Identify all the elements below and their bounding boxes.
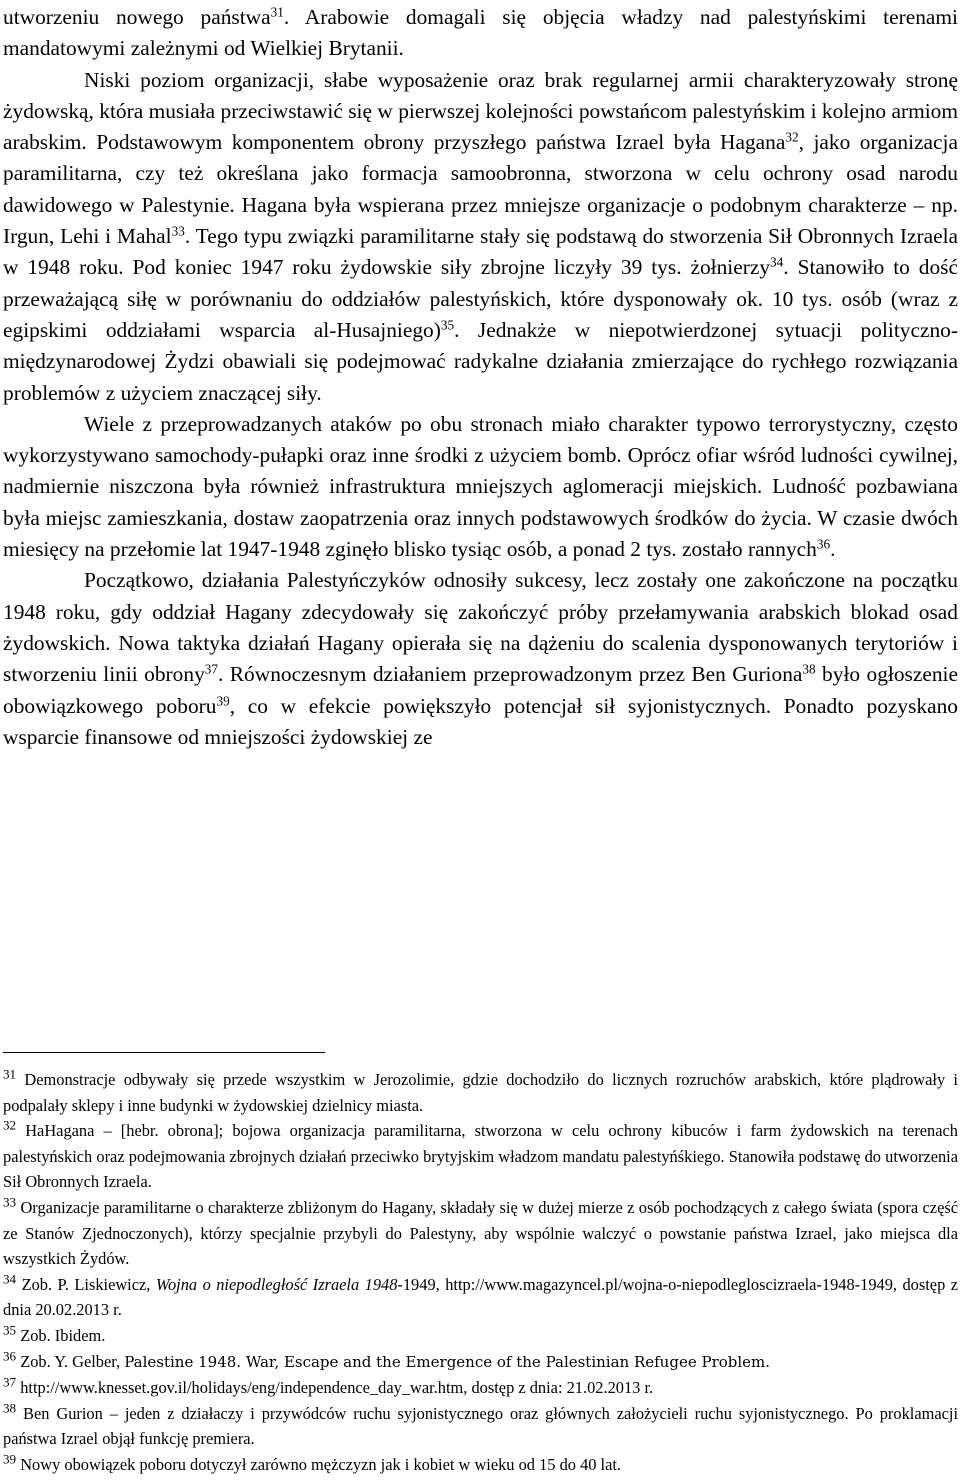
- footnote-number: 32: [3, 1117, 17, 1133]
- book-title: Palestine 1948. War, Escape and the Emergence of the Palestinian Refugee Problem.: [124, 1352, 771, 1371]
- text-run: było ogłoszenie obowiązkowego poboru: [3, 662, 958, 718]
- footnote: [3, 1401, 958, 1452]
- text-run: .: [830, 537, 836, 562]
- text-run: Wiele z przeprowadzanych ataków po obu stronach miało charakter typowo terrorystyczny, często wykorzystywano samochody-pułapki oraz inne środki z użyciem bomb. Oprócz ofiar wśród ludności cywilnej, nadmiernie niszczona była również infrastruktura mniejszych aglomeracji miejskich. Ludność pozbawiana była miejsc zamieszkania, dostaw zaopatrzenia oraz innych podstawowych środków do życia. W czasie dwóch miesięcy na przełomie lat 1947-1948 zginęło blisko tysiąc osób, a ponad 2 tys. zostało rannych: [3, 411, 958, 562]
- text-run: , co w efekcie powiększyło potencjał sił syjonistycznych. Ponadto pozyskano wsparcie finansowe od mniejszości żydowskiej ze: [3, 693, 959, 749]
- footnote-separator: [3, 1052, 325, 1053]
- footnote-reference: 31: [270, 4, 284, 20]
- footnote-number: 37: [3, 1374, 17, 1390]
- text-run: Organizacje paramilitarne o charakterze zbliżonym do Hagany, składały się w dużej mierze z osób pochodzących z całego świata (spora część ze Stanów Zjednoczonych), którzy specjalnie przybyli do Palestyny, aby wspólnie walczyć o powstanie państwa Izrael, jako miejsca dla wszystkich Żydów.: [3, 1197, 958, 1269]
- footnote-number: 35: [3, 1322, 17, 1338]
- text-run: Nowy obowiązek poboru dotyczył zarówno mężczyzn jak i kobiet w wieku od 15 do 40 lat.: [16, 1454, 622, 1474]
- text-run: Zob. P. Liskiewicz,: [16, 1274, 156, 1294]
- text-run: Zob. Ibidem.: [16, 1325, 106, 1345]
- footnote-number: 33: [3, 1194, 17, 1210]
- footnote-number: 39: [3, 1451, 17, 1467]
- footnote: [3, 1323, 958, 1349]
- text-run: Początkowo, działania Palestyńczyków odnosiły sukcesy, lecz zostały one zakończone na początku 1948 roku, gdy oddział Hagany zdecydowały się zakończyć próby przełamywania arabskich blokad osad żydowskich. Nowa taktyka działań Hagany opierała się na dążeniu do scalenia dysponowanych terytoriów i stworzeniu linii obrony: [3, 568, 958, 687]
- footnote: [3, 1272, 958, 1323]
- italic-title: Wojna o niepodległość Izraela 1948: [155, 1274, 398, 1294]
- footnote: [3, 1067, 958, 1118]
- text-run: . Jednakże w niepotwierdzonej sytuacji polityczno-międzynarodowej Żydzi obawiali się podejmować radykalne działania zmierzające do rychłego rozwiązania problemów z użyciem znaczącej siły.: [3, 317, 958, 405]
- footnote-reference: 37: [204, 661, 219, 677]
- text-run: Demonstracje odbywały się przede wszystkim w Jerozolimie, gdzie dochodziło do licznych rozruchów arabskich, które plądrowały i podpalały sklepy i inne budynki w żydowskiej dzielnicy miasta.: [3, 1070, 958, 1115]
- text-run: utworzeniu nowego państwa: [3, 5, 271, 29]
- main-text: [3, 2, 958, 753]
- text-run: . Arabowie domagali się objęcia władzy nad palestyńskimi terenami mandatowymi zależnymi od Wielkiej Brytanii.: [3, 5, 959, 61]
- paragraph: [3, 565, 958, 753]
- footnote: [3, 1452, 958, 1478]
- text-run: , jako organizacja paramilitarna, czy też określana jako formacja samoobronna, stworzona w celu ochrony osad narodu dawidowego w Palestynie. Hagana była wspierana przez mniejsze organizacje o podobnym charakterze – np. Irgun, Lehi i Mahal: [3, 130, 958, 249]
- text-run: Niski poziom organizacji, słabe wyposażenie oraz brak regularnej armii charakteryzowały stronę żydowską, która musiała przeciwstawić się w pierwszej kolejności powstańcom palestyńskim i kolejno armiom arabskim. Podstawowym komponentem obrony przyszłego państwa Izrael była Hagana: [3, 67, 958, 155]
- text-run: . Równoczesnym działaniem przeprowadzonym przez Ben Guriona: [218, 662, 803, 687]
- footnote: [3, 1349, 958, 1376]
- footnote-reference: 33: [171, 223, 185, 239]
- footnote-reference: 36: [816, 536, 831, 552]
- text-run: -1949, http://www.magazyncel.pl/wojna-o-niepodlegloscizraela-1948-1949, dostęp z dnia 20.02.2013 r.: [3, 1274, 958, 1320]
- footnote-number: 38: [3, 1400, 17, 1416]
- paragraph: [3, 409, 958, 565]
- footnote-number: 34: [3, 1271, 17, 1287]
- footnote: [3, 1195, 958, 1272]
- text-run: http://www.knesset.gov.il/holidays/eng/independence_day_war.htm, dostęp z dnia: 21.02.2013 r.: [16, 1378, 654, 1398]
- footnotes: [3, 1067, 958, 1478]
- paragraph: [3, 2, 958, 65]
- footnote-reference: 39: [216, 692, 230, 708]
- footnote: [3, 1375, 958, 1401]
- footnote-reference: 34: [770, 254, 784, 270]
- text-run: HaHagana – [hebr. obrona]; bojowa organizacja paramilitarna, stworzona w celu ochrony kibuców i farm żydowskich na terenach palestyńskich oraz podejmowania zbrojnych działań przeciwko brytyjskim władzom mandatu palestyńśkiego. Stanowiła podstawę do utworzenia Sił Obronnych Izraela.: [3, 1121, 958, 1192]
- text-run: Zob. Y. Gelber,: [16, 1351, 125, 1371]
- footnote-reference: 38: [802, 661, 816, 677]
- footnote-number: 31: [3, 1066, 17, 1082]
- paragraph: [3, 65, 958, 409]
- footnote: [3, 1118, 958, 1195]
- footnote-reference: 35: [440, 317, 455, 333]
- text-run: . Tego typu związki paramilitarne stały się podstawą do stworzenia Sił Obronnych Izraela w 1948 roku. Pod koniec 1947 roku żydowskie siły zbrojne liczyły 39 tys. żołnierzy: [3, 224, 959, 280]
- text-run: Ben Gurion – jeden z działaczy i przywódców ruchu syjonistycznego oraz głównych założycieli ruchu syjonistycznego. Po proklamacji państwa Izrael objął funkcję premiera.: [3, 1403, 958, 1449]
- footnote-number: 36: [3, 1348, 17, 1364]
- text-run: . Stanowiło to dość przeważającą siłę w porównaniu do oddziałów palestyńskich, które dysponowały ok. 10 tys. osób (wraz z egipskimi oddziałami wsparcia al-Husajniego): [3, 255, 958, 342]
- footnote-reference: 32: [785, 129, 799, 145]
